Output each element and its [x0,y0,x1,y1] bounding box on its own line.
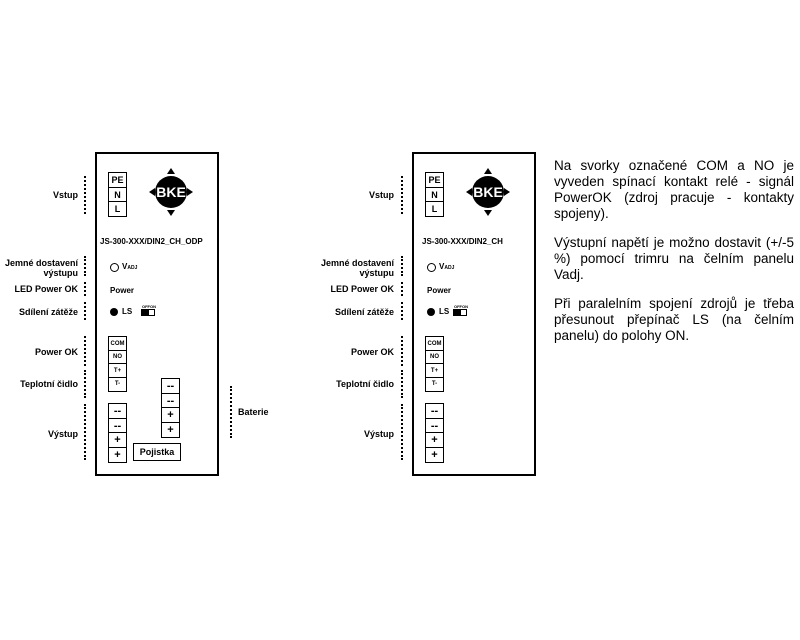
terminal-t-plus: T+ [108,363,127,378]
dotted-bracket [84,302,86,320]
label-fine-adjust: Jemné dostavení výstupu [4,258,78,278]
terminal-pe: PE [108,172,127,188]
label-fine-adjust: Jemné dostavení výstupu [320,258,394,278]
switch-on-label: ON [150,304,156,309]
dotted-bracket [84,370,86,398]
ls-label: LS [439,307,450,316]
terminal-battery-minus: -- [161,393,180,409]
label-led-power-ok: LED Power OK [14,284,78,294]
terminal-l: L [108,201,127,217]
label-temp-sensor: Teplotní čidlo [336,379,394,389]
bke-logo-icon [464,166,512,218]
dotted-bracket [230,386,232,438]
terminal-battery-plus: + [161,407,180,423]
label-output: Výstup [363,429,394,439]
svg-text:BKE: BKE [473,184,503,200]
bke-logo-icon [147,166,195,218]
battery-terminal-block [161,378,180,436]
dotted-bracket [401,336,403,366]
switch-off-label: OFF [142,304,150,309]
terminal-com: COM [108,336,127,351]
terminal-no: NO [108,350,127,365]
signal-terminal-block [108,336,127,390]
terminal-output-plus: + [108,447,127,463]
terminal-output-minus: -- [108,403,127,419]
input-terminal-block [108,172,127,216]
svg-text:BKE: BKE [156,184,186,200]
terminal-pe: PE [425,172,444,188]
description-paragraph: Při paralelním spojení zdrojů je třeba přesunout přepínač LS (na čelním panelu) do polohy ON. [554,296,794,343]
label-load-sharing: Sdílení zátěže [334,307,394,317]
label-input: Vstup [52,190,78,200]
dotted-bracket [84,282,86,296]
dotted-bracket [84,336,86,366]
fuse-label: Pojistka [133,443,181,461]
terminal-l: L [425,201,444,217]
vadj-trimmer-icon[interactable] [110,263,119,272]
dotted-bracket [401,176,403,214]
model-name: JS-300-XXX/DIN2_CH_ODP [100,237,203,246]
switch-off-label: OFF [454,304,462,309]
vadj-trimmer-icon[interactable] [427,263,436,272]
dotted-bracket [401,404,403,460]
terminal-com: COM [425,336,444,351]
terminal-no: NO [425,350,444,365]
ls-led-icon [427,308,435,316]
power-led-label: Power [427,286,452,295]
terminal-n: N [108,187,127,203]
description-text [554,158,794,357]
ls-switch[interactable] [453,309,467,316]
dotted-bracket [401,282,403,296]
ls-label: LS [122,307,133,316]
description-paragraph: Na svorky označené COM a NO je vyveden spínací kontakt relé - signál PowerOK (zdroj pracuje - kontakty spojeny). [554,158,794,221]
dotted-bracket [401,370,403,398]
terminal-output-minus: -- [425,418,444,434]
terminal-t-plus: T+ [425,363,444,378]
vadj-label: VADJ [439,262,455,271]
input-terminal-block [425,172,444,216]
ls-led-icon [110,308,118,316]
dotted-bracket [401,256,403,276]
dotted-bracket [84,176,86,214]
power-led-label: Power [110,286,135,295]
terminal-t-minus: T- [425,377,444,392]
dotted-bracket [84,404,86,460]
vadj-label: VADJ [122,262,138,271]
dotted-bracket [401,302,403,320]
terminal-output-plus: + [425,432,444,448]
model-name: JS-300-XXX/DIN2_CH [422,237,503,246]
terminal-output-minus: -- [425,403,444,419]
terminal-n: N [425,187,444,203]
label-power-ok: Power OK [34,347,78,357]
label-output: Výstup [47,429,78,439]
label-power-ok: Power OK [350,347,394,357]
switch-on-label: ON [462,304,468,309]
ls-switch[interactable] [141,309,155,316]
label-load-sharing: Sdílení zátěže [18,307,78,317]
label-battery: Baterie [238,407,269,417]
label-temp-sensor: Teplotní čidlo [20,379,78,389]
output-terminal-block [108,403,127,461]
signal-terminal-block [425,336,444,390]
terminal-battery-minus: -- [161,378,180,394]
label-led-power-ok: LED Power OK [330,284,394,294]
output-terminal-block [425,403,444,461]
terminal-output-minus: -- [108,418,127,434]
terminal-output-plus: + [425,447,444,463]
label-input: Vstup [368,190,394,200]
dotted-bracket [84,256,86,276]
terminal-battery-plus: + [161,422,180,438]
terminal-output-plus: + [108,432,127,448]
terminal-t-minus: T- [108,377,127,392]
description-paragraph: Výstupní napětí je možno dostavit (+/-5 %) pomocí trimru na čelním panelu Vadj. [554,235,794,282]
